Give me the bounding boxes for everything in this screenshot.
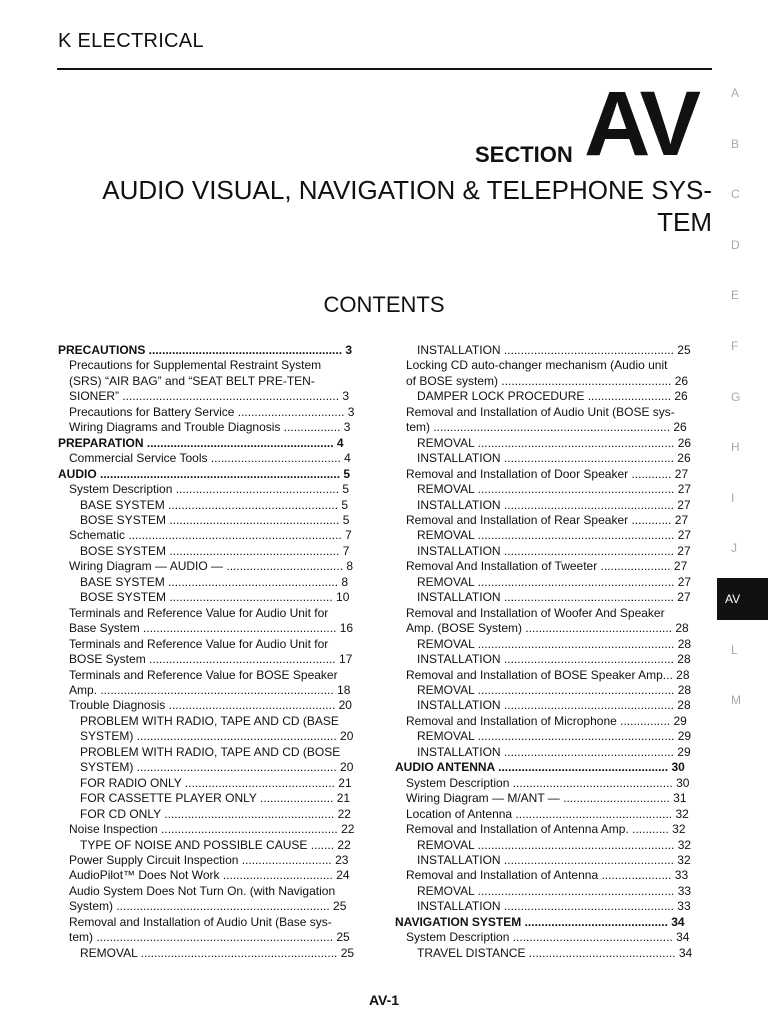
- toc-entry[interactable]: [58, 467, 374, 482]
- toc-entry-text: BASE SYSTEM ................................................... 8: [80, 574, 349, 589]
- toc-entry-text: SYSTEM) ............................................................ 20: [80, 729, 354, 744]
- toc-entry[interactable]: [395, 745, 711, 760]
- toc-entry[interactable]: [395, 575, 711, 590]
- toc-entry-text: Wiring Diagrams and Trouble Diagnosis ................. 3: [69, 420, 351, 435]
- toc-entry-text: Commercial Service Tools ....................................... 4: [69, 451, 351, 466]
- toc-entry[interactable]: [395, 358, 711, 373]
- toc-entry[interactable]: [58, 637, 374, 652]
- toc-entry[interactable]: [58, 590, 374, 605]
- toc-entry[interactable]: [58, 698, 374, 713]
- toc-entry-text: REMOVAL ........................................................... 25: [80, 945, 355, 960]
- toc-entry-text: Removal and Installation of Microphone ............... 29: [406, 713, 687, 728]
- toc-left-column: [58, 343, 374, 961]
- toc-entry-text: Amp. (BOSE System) ............................................ 28: [406, 621, 689, 636]
- toc-entry[interactable]: [58, 668, 374, 683]
- toc-entry-text: INSTALLATION ................................................... 27: [417, 590, 691, 605]
- side-tab[interactable]: G: [731, 389, 741, 404]
- toc-entry-text: Removal and Installation of Rear Speaker ............ 27: [406, 512, 689, 527]
- toc-entry[interactable]: [58, 714, 374, 729]
- toc-entry[interactable]: [58, 513, 374, 528]
- section-title-line-1: AUDIO VISUAL, NAVIGATION & TELEPHONE SYS-: [102, 175, 712, 205]
- toc-entry[interactable]: [58, 760, 374, 775]
- toc-entry[interactable]: [58, 868, 374, 883]
- toc-entry[interactable]: [395, 420, 711, 435]
- toc-entry[interactable]: [58, 776, 374, 791]
- toc-entry[interactable]: [395, 683, 711, 698]
- toc-entry-text: DAMPER LOCK PROCEDURE ......................... 26: [417, 389, 688, 404]
- toc-entry[interactable]: [395, 343, 711, 358]
- toc-entry[interactable]: [395, 374, 711, 389]
- toc-entry[interactable]: [395, 822, 711, 837]
- toc-entry-text: INSTALLATION ................................................... 28: [417, 652, 691, 667]
- toc-entry[interactable]: [58, 884, 374, 899]
- side-tab[interactable]: H: [731, 440, 740, 455]
- section-label: SECTION: [475, 142, 573, 167]
- toc-entry-text: Noise Inspection ..................................................... 22: [69, 822, 355, 837]
- toc-entry-text: Precautions for Supplemental Restraint System: [69, 358, 322, 373]
- toc-entry-text: Power Supply Circuit Inspection ........................... 23: [69, 852, 349, 867]
- contents-heading: CONTENTS: [323, 292, 445, 317]
- toc-entry-text: BOSE SYSTEM ................................................... 5: [80, 512, 350, 527]
- toc-entry-text: PRECAUTIONS .......................................................... 3: [58, 343, 353, 357]
- toc-entry-text: Base System .......................................................... 16: [69, 621, 354, 636]
- toc-entry[interactable]: [58, 807, 374, 822]
- toc-entry-text: SIONER” ................................................................. 3: [69, 389, 350, 404]
- toc-entry-text: Amp. ...................................................................... 18: [69, 682, 351, 697]
- toc-entry[interactable]: [395, 868, 711, 883]
- toc-entry[interactable]: [395, 544, 711, 559]
- toc-entry-text: AudioPilot™ Does Not Work ................................. 24: [69, 868, 350, 883]
- toc-entry[interactable]: [395, 436, 711, 451]
- toc-entry-text: NAVIGATION SYSTEM ........................................... 34: [395, 914, 685, 929]
- toc-entry-text: (SRS) “AIR BAG” and “SEAT BELT PRE-TEN-: [69, 373, 315, 388]
- side-tab[interactable]: C: [731, 187, 740, 202]
- toc-entry[interactable]: [395, 405, 711, 420]
- toc-entry[interactable]: [395, 838, 711, 853]
- toc-entry[interactable]: [58, 822, 374, 837]
- toc-entry-text: Removal and Installation of Woofer And Speaker: [406, 605, 665, 620]
- toc-entry-text: Removal and Installation of Audio Unit (Base sys-: [69, 914, 332, 929]
- toc-entry-text: FOR CASSETTE PLAYER ONLY ...................... 21: [80, 791, 351, 806]
- side-tab[interactable]: I: [731, 490, 735, 505]
- toc-entry-text: REMOVAL ........................................................... 27: [417, 482, 692, 497]
- toc-entry[interactable]: [58, 358, 374, 373]
- side-tab[interactable]: B: [731, 136, 740, 151]
- toc-entry[interactable]: [395, 729, 711, 744]
- header-rule: [57, 68, 712, 70]
- toc-entry[interactable]: [395, 930, 711, 945]
- toc-entry[interactable]: [395, 482, 711, 497]
- toc-entry-text: INSTALLATION ................................................... 29: [417, 744, 691, 759]
- toc-entry[interactable]: [395, 899, 711, 914]
- toc-entry-text: Removal and Installation of Audio Unit (BOSE sys-: [406, 404, 675, 419]
- toc-entry[interactable]: [395, 606, 711, 621]
- toc-entry[interactable]: [58, 575, 374, 590]
- toc-entry-text: System Description ................................................ 34: [406, 930, 690, 945]
- side-tab[interactable]: F: [731, 339, 739, 353]
- toc-entry-text: AUDIO ........................................................................ 5: [58, 466, 351, 481]
- toc-entry-text: of BOSE system) ................................................... 26: [406, 373, 689, 388]
- toc-entry-text: System Description ................................................ 30: [406, 775, 690, 790]
- toc-entry[interactable]: [395, 946, 711, 961]
- toc-entry-text: TYPE OF NOISE AND POSSIBLE CAUSE ....... 22: [80, 837, 351, 852]
- toc-entry[interactable]: [58, 652, 374, 667]
- toc-entry-text: Removal And Installation of Tweeter ..................... 27: [406, 559, 688, 574]
- toc-entry-text: REMOVAL ........................................................... 28: [417, 682, 692, 697]
- section-title-line-2: TEM: [657, 207, 712, 237]
- section-title: [60, 174, 712, 238]
- toc-entry[interactable]: [395, 467, 711, 482]
- toc-entry-text: INSTALLATION ................................................... 32: [417, 852, 691, 867]
- toc-entry-text: Removal and Installation of BOSE Speaker Amp... 28: [406, 667, 690, 682]
- toc-entry-text: BOSE SYSTEM ................................................... 7: [80, 543, 350, 558]
- toc-entry[interactable]: [58, 621, 374, 636]
- toc-entry[interactable]: [395, 807, 711, 822]
- toc-entry-text: Terminals and Reference Value for Audio Unit for: [69, 636, 329, 651]
- toc-entry-text: tem) ....................................................................... 26: [406, 420, 687, 435]
- toc-entry[interactable]: [58, 606, 374, 621]
- toc-entry-text: Removal and Installation of Antenna Amp. ........... 32: [406, 822, 686, 837]
- toc-entry[interactable]: [395, 559, 711, 574]
- toc-entry[interactable]: [395, 513, 711, 528]
- toc-entry-text: Trouble Diagnosis .................................................. 20: [69, 698, 352, 713]
- toc-entry-text: AUDIO ANTENNA ................................................... 30: [395, 760, 685, 775]
- toc-entry-text: INSTALLATION ................................................... 27: [417, 497, 691, 512]
- toc-entry-text: INSTALLATION ................................................... 25: [417, 343, 691, 357]
- side-tab[interactable]: E: [731, 288, 740, 303]
- toc-entry[interactable]: [395, 590, 711, 605]
- toc-entry[interactable]: [395, 853, 711, 868]
- toc-entry-text: REMOVAL ........................................................... 28: [417, 636, 692, 651]
- toc-entry-text: REMOVAL ........................................................... 26: [417, 435, 692, 450]
- toc-entry[interactable]: [395, 760, 711, 775]
- side-tab[interactable]: M: [731, 693, 741, 708]
- toc-entry[interactable]: [58, 528, 374, 543]
- toc-entry[interactable]: [58, 946, 374, 961]
- toc-entry[interactable]: [395, 451, 711, 466]
- toc-entry[interactable]: [395, 884, 711, 899]
- toc-entry[interactable]: [58, 498, 374, 513]
- toc-entry-text: INSTALLATION ................................................... 33: [417, 899, 691, 914]
- toc-entry-text: BASE SYSTEM ................................................... 5: [80, 497, 349, 512]
- page-header: K ELECTRICAL: [58, 30, 204, 52]
- toc-entry-text: REMOVAL ........................................................... 33: [417, 883, 692, 898]
- toc-entry[interactable]: [395, 528, 711, 543]
- toc-entry-text: INSTALLATION ................................................... 26: [417, 451, 691, 466]
- toc-entry[interactable]: [58, 451, 374, 466]
- toc-entry[interactable]: [58, 405, 374, 420]
- toc-entry-text: Terminals and Reference Value for Audio Unit for: [69, 605, 329, 620]
- side-tab[interactable]: D: [731, 237, 740, 252]
- side-tab[interactable]: A: [731, 86, 740, 100]
- toc-entry-text: Terminals and Reference Value for BOSE Speaker: [69, 667, 338, 682]
- toc-entry[interactable]: [395, 668, 711, 683]
- toc-entry[interactable]: [395, 915, 711, 930]
- toc-entry-text: INSTALLATION ................................................... 27: [417, 543, 691, 558]
- toc-entry[interactable]: [58, 683, 374, 698]
- toc-entry-text: Wiring Diagram — AUDIO — ................................... 8: [69, 559, 354, 574]
- toc-entry[interactable]: [58, 745, 374, 760]
- toc-entry[interactable]: [58, 915, 374, 930]
- section-code: AV: [584, 73, 697, 175]
- toc-entry[interactable]: [395, 776, 711, 791]
- toc-entry-text: PROBLEM WITH RADIO, TAPE AND CD (BOSE: [80, 744, 341, 759]
- toc-right-column: [395, 343, 711, 961]
- toc-entry-text: Location of Antenna ............................................... 32: [406, 806, 689, 821]
- side-tab[interactable]: J: [731, 541, 737, 556]
- toc-entry-text: TRAVEL DISTANCE ............................................ 34: [417, 945, 693, 960]
- toc-entry[interactable]: [58, 838, 374, 853]
- toc-entry-text: INSTALLATION ................................................... 28: [417, 698, 691, 713]
- toc-entry-text: Removal and Installation of Door Speaker ............ 27: [406, 466, 689, 481]
- toc-entry[interactable]: [395, 714, 711, 729]
- toc-entry-text: Schematic ................................................................ 7: [69, 528, 352, 543]
- toc-entry-text: FOR CD ONLY ................................................... 22: [80, 806, 351, 821]
- toc-entry[interactable]: [58, 729, 374, 744]
- side-tab[interactable]: L: [731, 642, 738, 657]
- toc-entry[interactable]: [58, 420, 374, 435]
- toc-entry-text: REMOVAL ........................................................... 27: [417, 574, 692, 589]
- toc-entry-text: Removal and Installation of Antenna ..................... 33: [406, 868, 689, 883]
- toc-entry[interactable]: [58, 930, 374, 945]
- toc-entry[interactable]: [58, 374, 374, 389]
- toc-entry[interactable]: [58, 343, 374, 358]
- toc-entry[interactable]: [58, 436, 374, 451]
- toc-entry-text: System Description ................................................. 5: [69, 482, 350, 497]
- toc-entry-text: BOSE System ........................................................ 17: [69, 652, 353, 667]
- toc-entry[interactable]: [58, 899, 374, 914]
- toc-entry-text: Precautions for Battery Service ................................ 3: [69, 404, 355, 419]
- toc-entry[interactable]: [395, 637, 711, 652]
- toc-entry-text: tem) ....................................................................... 25: [69, 930, 350, 945]
- side-tab-active[interactable]: AV: [717, 578, 768, 620]
- toc-entry[interactable]: [395, 791, 711, 806]
- toc-entry-text: FOR RADIO ONLY ............................................. 21: [80, 775, 352, 790]
- toc-entry[interactable]: [395, 389, 711, 404]
- toc-entry[interactable]: [395, 498, 711, 513]
- toc-entry-text: Locking CD auto-changer mechanism (Audio unit: [406, 358, 668, 373]
- toc-entry-text: System) ................................................................ 25: [69, 899, 347, 914]
- toc-entry-text: Audio System Does Not Turn On. (with Navigation: [69, 883, 336, 898]
- toc-entry-text: BOSE SYSTEM ................................................. 10: [80, 590, 350, 605]
- toc-entry[interactable]: [58, 389, 374, 404]
- toc-entry-text: PROBLEM WITH RADIO, TAPE AND CD (BASE: [80, 713, 339, 728]
- toc-entry-text: REMOVAL ........................................................... 32: [417, 837, 692, 852]
- toc-entry[interactable]: [58, 559, 374, 574]
- toc-entry[interactable]: [395, 621, 711, 636]
- toc-entry-text: Wiring Diagram — M/ANT — ................................ 31: [406, 791, 687, 806]
- toc-entry[interactable]: [58, 853, 374, 868]
- page-number: AV-1: [368, 992, 400, 1008]
- toc-entry[interactable]: [395, 652, 711, 667]
- toc-entry-text: PREPARATION ........................................................ 4: [58, 435, 344, 450]
- toc-entry[interactable]: [58, 544, 374, 559]
- toc-entry-text: REMOVAL ........................................................... 29: [417, 729, 692, 744]
- toc-entry[interactable]: [58, 791, 374, 806]
- toc-entry-text: REMOVAL ........................................................... 27: [417, 528, 692, 543]
- toc-entry[interactable]: [395, 698, 711, 713]
- toc-entry[interactable]: [58, 482, 374, 497]
- toc-entry-text: SYSTEM) ............................................................ 20: [80, 760, 354, 775]
